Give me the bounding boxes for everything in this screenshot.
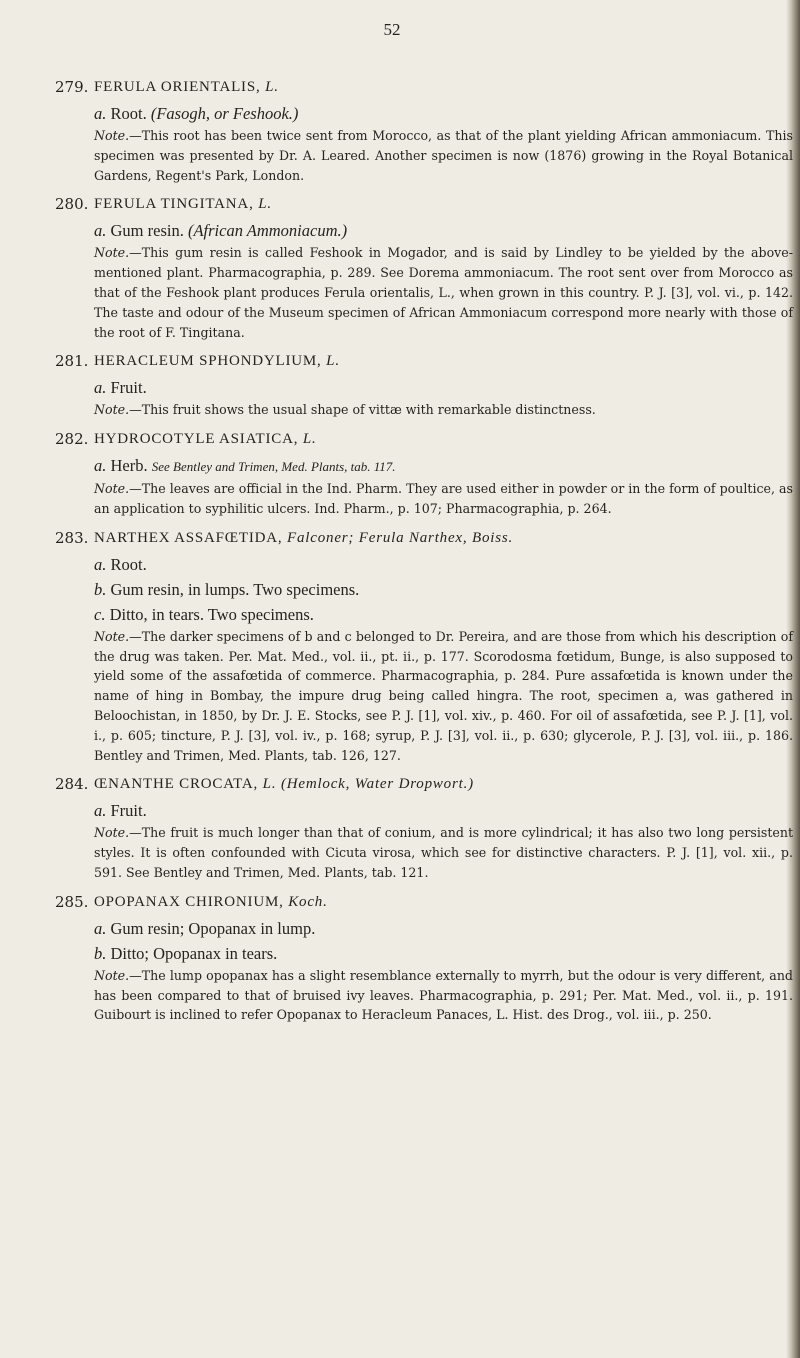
- authority: L.: [326, 353, 340, 370]
- entry-number: 282.: [55, 430, 89, 449]
- entry-number: 279.: [55, 78, 89, 96]
- item-letter: a.: [94, 456, 107, 476]
- specimen-item: [55, 375, 793, 400]
- specimen-item: [55, 453, 793, 479]
- authority: L.: [262, 776, 277, 793]
- note-text: —The lump opopanax has a slight resemblance externally to myrrh, but the odour is very different, and has been compared to that of bruised ivy leaves. Pharmacographia, p. 291; Per. Mat. Med., vol. ii., p. 191. Guibourt is inclined to refer Opopanax to Heracleum Panaces, L. Hist. des Drog., vol. iii., p. 250.: [94, 967, 793, 1023]
- specimen-item: [55, 577, 793, 602]
- species-name: ŒNANTHE CROCATA,: [94, 776, 259, 793]
- entry-283: [55, 525, 793, 766]
- note-label: Note.: [94, 481, 130, 497]
- item-reference: See Bentley and Trimen, Med. Plants, tab. 117.: [151, 459, 396, 475]
- authority: Falconer; Ferula Narthex, Boiss.: [287, 529, 514, 546]
- entry-heading: [55, 889, 793, 916]
- note: [55, 126, 793, 185]
- entry-number: 284.: [55, 775, 89, 794]
- entry-280: [55, 191, 793, 342]
- entry-heading: [55, 525, 793, 552]
- note: [55, 479, 793, 519]
- note: [55, 400, 793, 420]
- item-letter: c.: [94, 604, 106, 624]
- entry-number: 285.: [55, 892, 89, 911]
- item-letter: b.: [94, 579, 107, 599]
- note-text: —This gum resin is called Feshook in Mogador, and is said by Lindley to be yielded by the above-mentioned plant. Pharmacographia, p. 289. See Dorema ammoniacum. The root sent over from Morocco as that of the Feshook plant produces Ferula orientalis, L., when grown in this country. P. J. [3], vol. vi., p. 142. The taste and odour of the Museum specimen of African Ammoniacum correspond more nearly with those of the root of F. Tingitana.: [94, 245, 793, 340]
- common-name: (Hemlock, Water Dropwort.): [280, 776, 474, 793]
- note-text: —The leaves are official in the Ind. Pharm. They are used either in powder or in the form of poultice, as an application to syphilitic ulcers. Ind. Pharm., p. 107; Pharmacographia, p. 264.: [94, 481, 793, 516]
- item-letter: a.: [94, 221, 107, 241]
- entry-279: [55, 74, 793, 185]
- authority: L.: [302, 431, 317, 448]
- entry-285: [55, 889, 793, 1025]
- specimen-item: [55, 916, 793, 941]
- item-alt-name: (Fasogh, or Feshook.): [150, 104, 299, 123]
- item-text: Root.: [110, 104, 147, 123]
- item-text: Gum resin; Opopanax in lump.: [110, 918, 316, 938]
- entry-heading: [55, 191, 793, 218]
- note-label: Note.: [94, 628, 130, 644]
- note-label: Note.: [94, 825, 130, 841]
- specimen-item: [55, 101, 793, 126]
- entry-number: 280.: [55, 195, 89, 214]
- item-text: Gum resin, in lumps. Two specimens.: [110, 579, 360, 599]
- note: [55, 627, 793, 766]
- item-text: Root.: [110, 554, 147, 574]
- note-text: —The darker specimens of b and c belonged to Dr. Pereira, and are those from which his description of the drug was taken. Per. Mat. Med., vol. ii., pt. ii., p. 177. Scorodosma fœtidum, Bunge, is also supposed to yield some of the assafœtida of commerce. Pharmacographia, p. 284. Pure assafœtida is known under the name of hing in Bombay, the impure drug being called hingra. The root, specimen a, was gathered in Beloochistan, in 1850, by Dr. J. E. Stocks, see P. J. [1], vol. xiv., p. 460. For oil of assafœtida, see P. J. [1], vol. i., p. 605; tincture, P. J. [3], vol. iv., p. 168; syrup, P. J. [3], vol. ii., p. 630; glycerole, P. J. [3], vol. iii., p. 186. Bentley and Trimen, Med. Plants, tab. 126, 127.: [94, 628, 793, 763]
- item-text: Herb.: [110, 456, 148, 476]
- entry-284: [55, 771, 793, 882]
- entry-281: [55, 348, 793, 420]
- specimen-item: [55, 798, 793, 823]
- entry-number: 283.: [55, 528, 89, 547]
- page-number: 52: [383, 20, 401, 39]
- item-alt-name: (African Ammoniacum.): [187, 221, 348, 241]
- item-text: Fruit.: [110, 801, 147, 821]
- item-text: Gum resin.: [110, 221, 184, 241]
- specimen-item: [55, 218, 793, 243]
- specimen-item: [55, 941, 793, 966]
- note-label: Note.: [94, 245, 130, 261]
- species-name: OPOPANAX CHIRONIUM,: [94, 893, 284, 910]
- note: [55, 966, 793, 1025]
- entry-heading: [55, 74, 793, 101]
- specimen-item: [55, 552, 793, 577]
- catalogue-entries: [55, 74, 793, 1031]
- species-name: FERULA TINGITANA,: [94, 196, 254, 213]
- entry-heading: [55, 348, 793, 375]
- note-label: Note.: [94, 402, 130, 418]
- note-label: Note.: [94, 967, 130, 983]
- species-name: FERULA ORIENTALIS,: [94, 79, 261, 95]
- item-letter: a.: [94, 554, 107, 574]
- species-name: HERACLEUM SPHONDYLIUM,: [94, 353, 322, 370]
- note-text: —This fruit shows the usual shape of vittæ with remarkable distinctness.: [129, 402, 596, 418]
- species-name: NARTHEX ASSAFŒTIDA,: [94, 529, 283, 546]
- note-text: —The fruit is much longer than that of conium, and is more cylindrical; it has also two long persistent styles. It is often confounded with Cicuta virosa, which see for distinctive characters. P. J. [1], vol. xii., p. 591. See Bentley and Trimen, Med. Plants, tab. 121.: [94, 825, 793, 880]
- note-label: Note.: [94, 128, 130, 143]
- authority: Koch.: [288, 893, 328, 910]
- entry-number: 281.: [55, 352, 89, 371]
- item-text: Fruit.: [110, 378, 147, 398]
- item-letter: a.: [94, 378, 107, 398]
- item-letter: a.: [94, 918, 107, 938]
- note: [55, 243, 793, 342]
- authority: L.: [265, 79, 279, 95]
- item-letter: a.: [94, 801, 107, 821]
- note-text: —This root has been twice sent from Morocco, as that of the plant yielding African ammoniacum. This specimen was presented by Dr. A. Leared. Another specimen is now (1876) growing in the Royal Botanical Gardens, Regent's Park, London.: [94, 128, 793, 183]
- species-name: HYDROCOTYLE ASIATICA,: [94, 431, 299, 448]
- item-letter: a.: [94, 104, 107, 123]
- item-text: Ditto; Opopanax in tears.: [110, 943, 278, 963]
- entry-heading: [55, 426, 793, 453]
- entry-heading: [55, 771, 793, 798]
- note: [55, 823, 793, 882]
- authority: L.: [258, 196, 272, 213]
- item-letter: b.: [94, 943, 107, 963]
- specimen-item: [55, 602, 793, 627]
- entry-282: [55, 426, 793, 519]
- item-text: Ditto, in tears. Two specimens.: [109, 604, 314, 624]
